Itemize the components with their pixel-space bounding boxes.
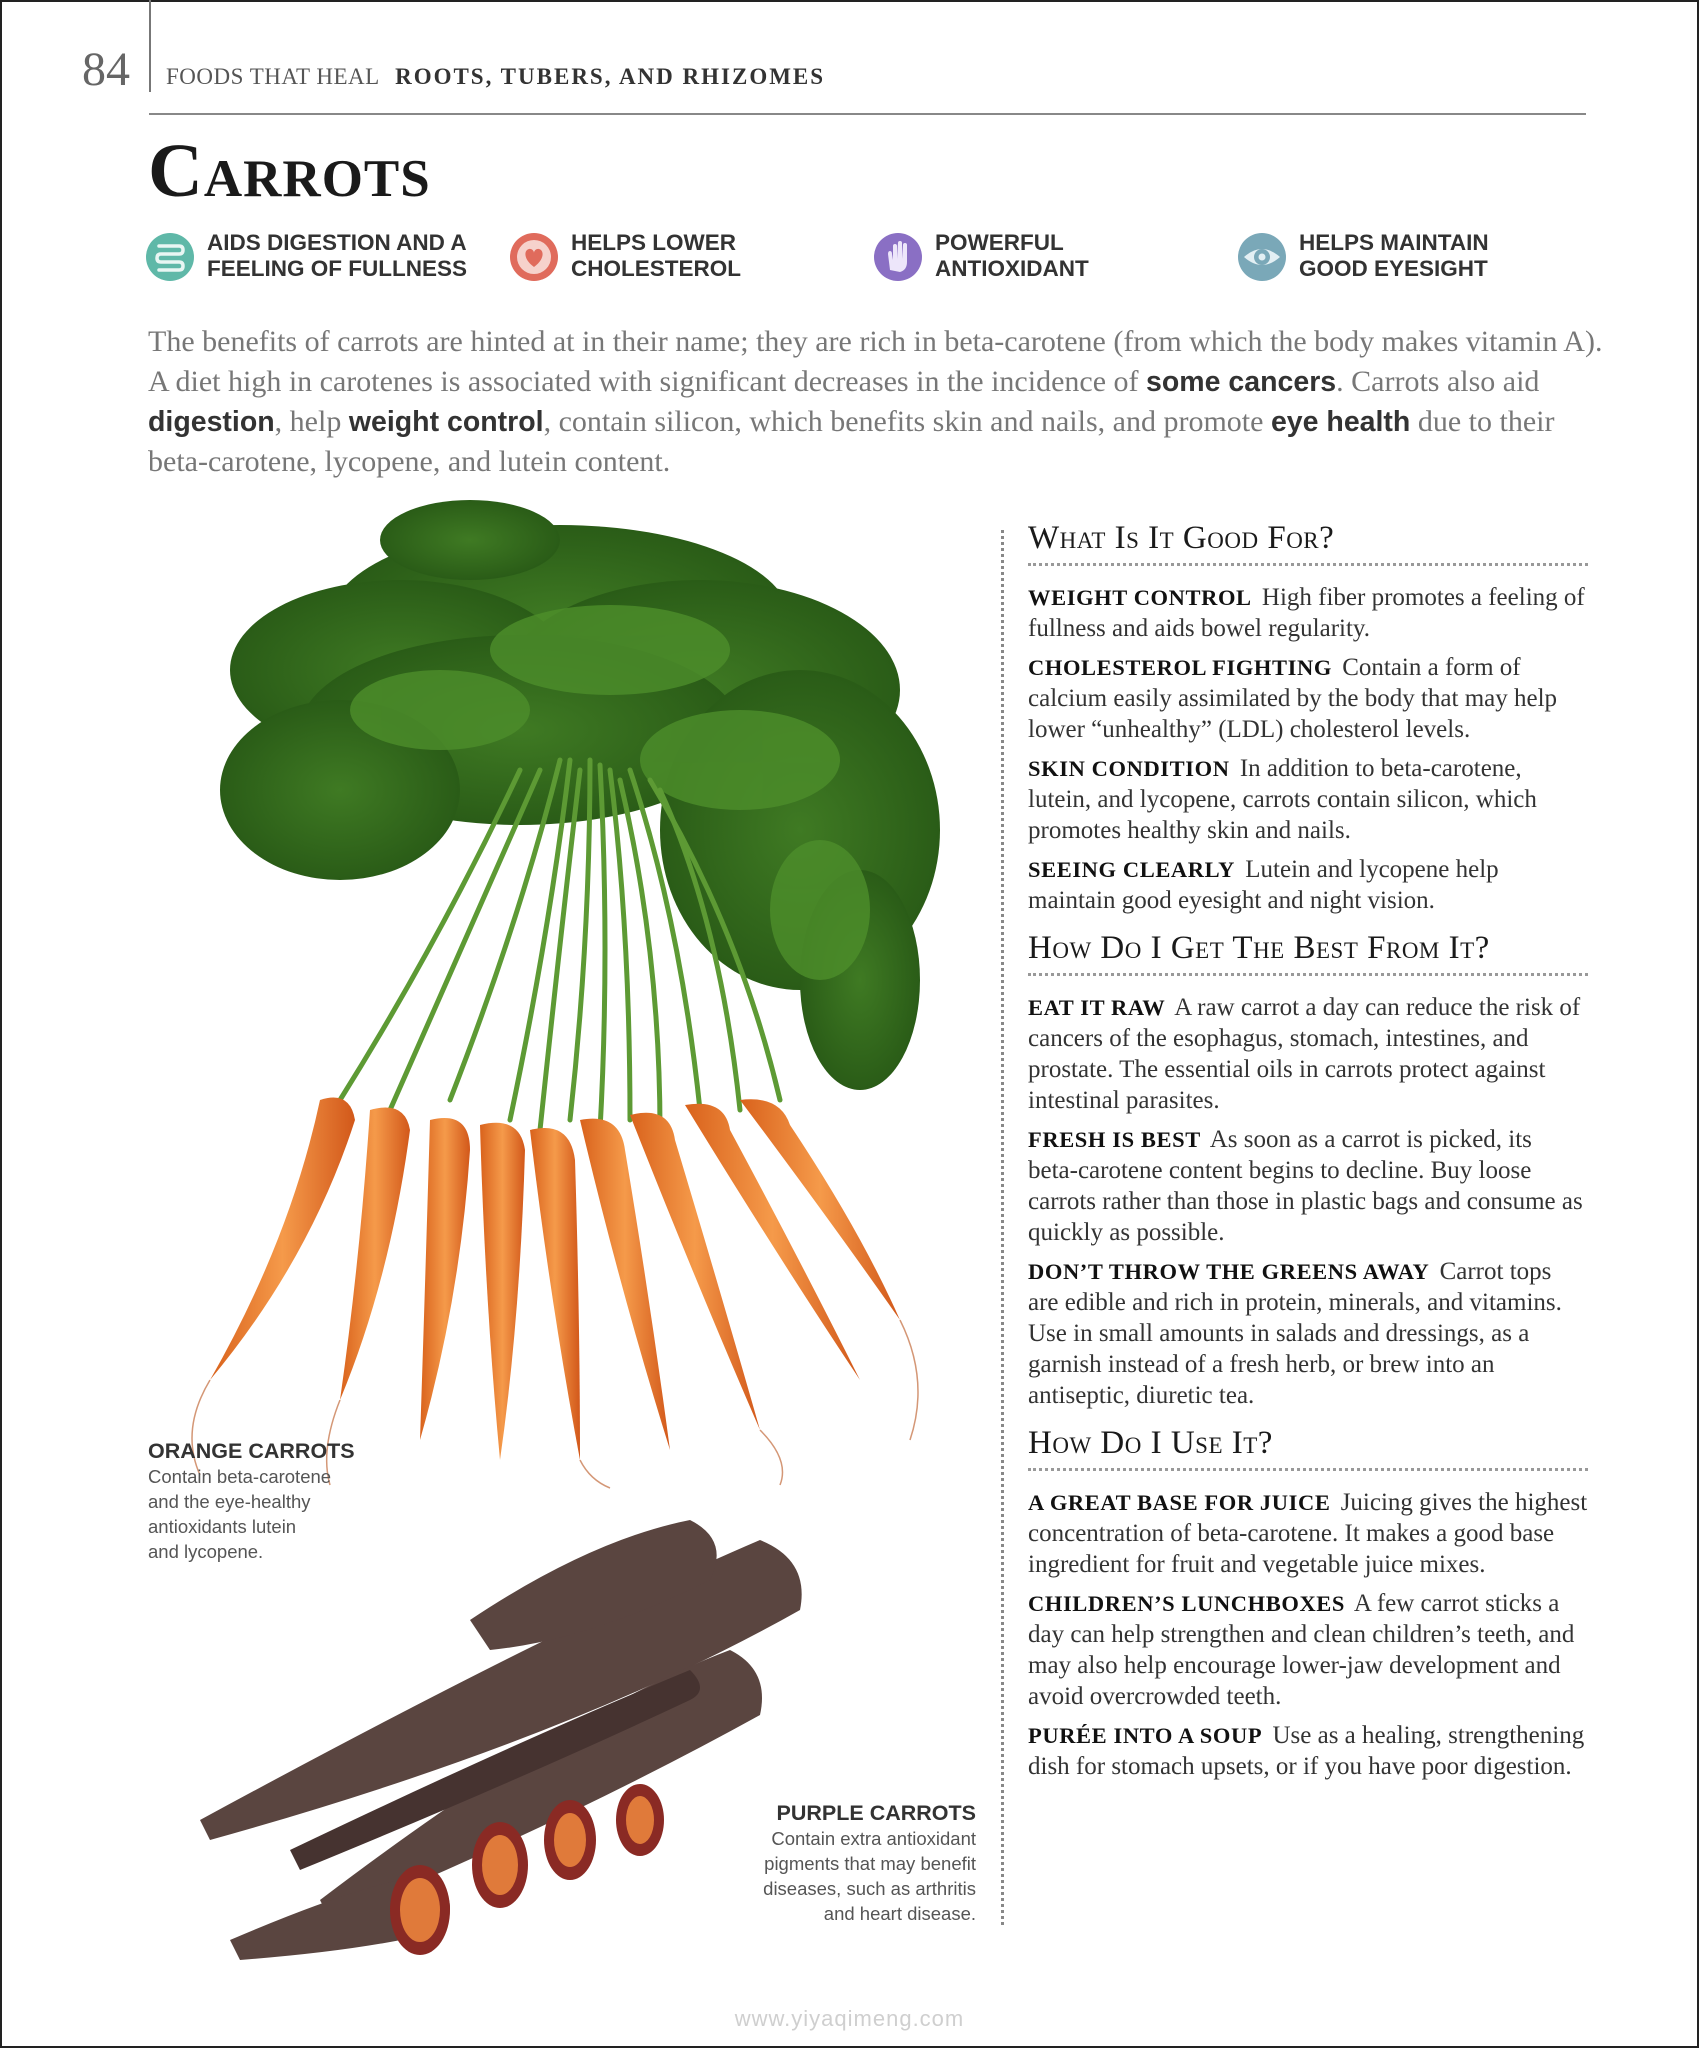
section-use-it xyxy=(1028,1425,1588,1782)
intro-highlight: digestion xyxy=(148,406,275,438)
intro-text: due to their beta-carotene, lycopene, and lutein content. xyxy=(148,405,1555,478)
intro-text: , help xyxy=(274,405,349,438)
info-item xyxy=(1028,854,1588,916)
digestion-icon xyxy=(145,232,195,282)
info-item xyxy=(1028,992,1588,1116)
section-title: How Do I Use It? xyxy=(1028,1425,1588,1471)
item-lead: SKIN CONDITION xyxy=(1028,756,1230,781)
heart-icon xyxy=(509,232,559,282)
item-lead: CHILDREN’S LUNCHBOXES xyxy=(1028,1591,1346,1616)
benefit-label xyxy=(935,230,1089,282)
info-item xyxy=(1028,1124,1588,1248)
intro-highlight: some cancers xyxy=(1146,366,1337,398)
info-item xyxy=(1028,1588,1588,1712)
benefit-line: POWERFUL xyxy=(935,230,1064,255)
item-text: Carrot tops are edible and rich in protein, minerals, and vitamins. Use in small amounts in salads and dressings, as a garnish instead of a fresh herb, or brew into an antiseptic, diuretic tea. xyxy=(1028,1258,1562,1409)
intro-text: , contain silicon, which benefits skin and nails, and promote xyxy=(543,405,1271,438)
orange-carrots-caption xyxy=(148,1438,408,1564)
caption-title: PURPLE CARROTS xyxy=(776,1801,976,1825)
info-item xyxy=(1028,582,1588,644)
benefit-line: CHOLESTEROL xyxy=(571,256,742,281)
item-text: Juicing gives the highest concentration of beta-carotene. It makes a good base ingredient for fruit and vegetable juice mixes. xyxy=(1028,1489,1588,1578)
item-lead: EAT IT RAW xyxy=(1028,995,1166,1020)
item-text: A few carrot sticks a day can help strengthen and clean children’s teeth, and may also help encourage lower-jaw development and avoid overcrowded teeth. xyxy=(1028,1590,1575,1710)
item-lead: FRESH IS BEST xyxy=(1028,1127,1201,1152)
item-lead: A GREAT BASE FOR JUICE xyxy=(1028,1490,1331,1515)
benefit-label xyxy=(571,230,741,282)
info-item xyxy=(1028,1720,1588,1782)
header-divider xyxy=(149,0,151,92)
running-head xyxy=(166,64,825,90)
info-item xyxy=(1028,753,1588,846)
caption-line: antioxidants lutein xyxy=(148,1516,297,1537)
benefit-icons-row xyxy=(145,228,1605,294)
item-text: Lutein and lycopene help maintain good eyesight and night vision. xyxy=(1028,856,1499,914)
info-item xyxy=(1028,1256,1588,1411)
intro-highlight: eye health xyxy=(1270,406,1411,438)
intro-paragraph xyxy=(148,322,1608,482)
benefit-line: HELPS LOWER xyxy=(571,230,737,255)
caption-line: and heart disease. xyxy=(823,1903,976,1924)
item-text: A raw carrot a day can reduce the risk of cancers of the esophagus, stomach, intestines, and prostate. The essential oils in carrots protect against intestinal parasites. xyxy=(1028,994,1581,1114)
intro-highlight: weight control xyxy=(348,406,544,438)
benefit-label xyxy=(1299,230,1489,282)
item-text: Contain a form of calcium easily assimilated by the body that may help lower “unhealthy” (LDL) cholesterol levels. xyxy=(1028,654,1558,743)
benefit-line: AIDS DIGESTION AND A xyxy=(207,230,467,255)
item-lead: PURÉE INTO A SOUP xyxy=(1028,1723,1263,1748)
caption-line: and lycopene. xyxy=(148,1541,264,1562)
benefit-line: GOOD EYESIGHT xyxy=(1299,256,1488,281)
caption-line: and the eye-healthy xyxy=(148,1491,311,1512)
section-best-from xyxy=(1028,930,1588,1411)
caption-line: Contain beta-carotene xyxy=(148,1466,332,1487)
info-item xyxy=(1028,1487,1588,1580)
item-lead: DON’T THROW THE GREENS AWAY xyxy=(1028,1259,1430,1284)
section-good-for xyxy=(1028,520,1588,916)
info-item xyxy=(1028,652,1588,745)
item-lead: WEIGHT CONTROL xyxy=(1028,585,1252,610)
eye-icon xyxy=(1237,232,1287,282)
benefit-line: HELPS MAINTAIN xyxy=(1299,230,1489,255)
caption-line: pigments that may benefit xyxy=(764,1853,976,1874)
item-text: As soon as a carrot is picked, its beta-carotene content begins to decline. Buy loose carrots rather than those in plastic bags and consume as quickly as possible. xyxy=(1028,1126,1583,1246)
item-lead: SEEING CLEARLY xyxy=(1028,857,1236,882)
item-text: Use as a healing, strengthening dish for stomach upsets, or if you have poor digestion. xyxy=(1028,1722,1585,1780)
intro-text: . Carrots also aid xyxy=(1336,365,1540,398)
purple-carrots-caption xyxy=(700,1800,976,1926)
section-title: How Do I Get The Best From It? xyxy=(1028,930,1588,976)
section-title: What Is It Good For? xyxy=(1028,520,1588,566)
item-lead: CHOLESTEROL FIGHTING xyxy=(1028,655,1332,680)
benefit-line: ANTIOXIDANT xyxy=(935,256,1089,281)
watermark: www.yiyaqimeng.com xyxy=(734,2006,965,2031)
caption-line: diseases, such as arthritis xyxy=(763,1878,976,1899)
header-rule xyxy=(149,113,1586,115)
item-text: In addition to beta-carotene, lutein, and lycopene, carrots contain silicon, which promotes healthy skin and nails. xyxy=(1028,755,1537,844)
item-text: High fiber promotes a feeling of fullness and aids bowel regularity. xyxy=(1028,584,1585,642)
column-divider xyxy=(1001,530,1004,1925)
page-number: 84 xyxy=(82,43,130,96)
benefit-label xyxy=(207,230,467,282)
orange-carrots-image xyxy=(140,500,980,1490)
hand-icon xyxy=(873,232,923,282)
page-title: Carrots xyxy=(148,129,431,213)
running-head-label: FOODS THAT HEAL xyxy=(166,64,379,89)
benefit-line: FEELING OF FULLNESS xyxy=(207,256,468,281)
running-head-section: ROOTS, TUBERS, AND RHIZOMES xyxy=(395,64,826,89)
info-column xyxy=(1028,520,1588,1796)
caption-title: ORANGE CARROTS xyxy=(148,1439,355,1463)
caption-line: Contain extra antioxidant xyxy=(771,1828,976,1849)
intro-text: The benefits of carrots are hinted at in their name; they are rich in beta-carotene (from which the body makes vitamin A). A diet high in carotenes is associated with significant decreases in the incidence of xyxy=(148,325,1603,398)
